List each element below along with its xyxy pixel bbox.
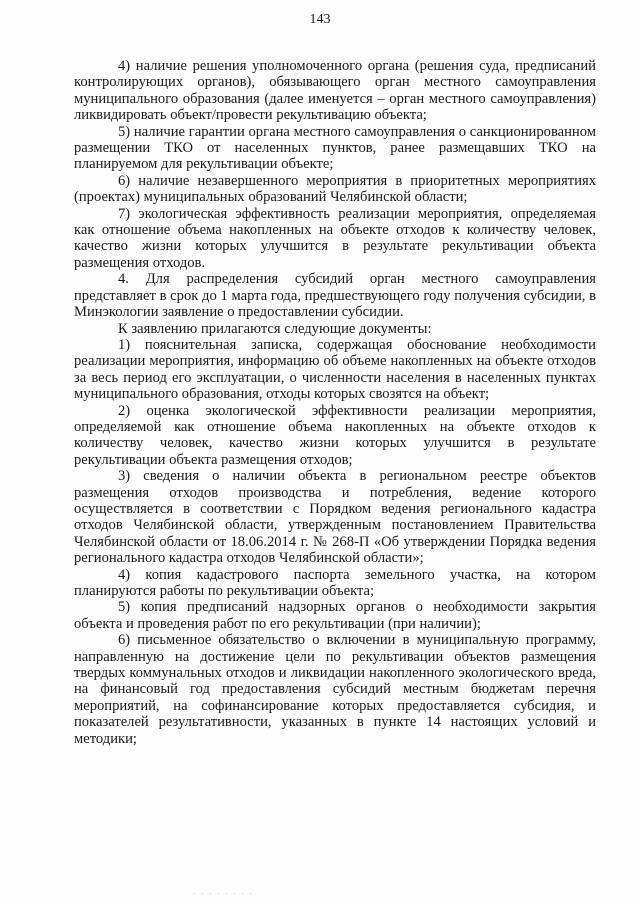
paragraph-doc-1-explanatory-note: 1) пояснительная записка, содержащая обоснование необходимости реализации мероприятия, информацию об объеме накопленных на объекте отходов за весь период его эксплуатации, о численности населения в населенных пунктах муниципального образования, отходы которых свозятся на объект; <box>74 336 596 403</box>
paragraph-doc-4-cadastral-passport: 4) копия кадастрового паспорта земельного участка, на котором планируются работы по рекультивации объекта; <box>74 566 596 599</box>
paragraph-doc-3-registry-info: 3) сведения о наличии объекта в региональном реестре объектов размещения отходов производства и потребления, ведение которого осуществляется в соответствии с Порядком ведения регионального кадастра отходов Челябинской области, утвержденным постановлением Правительства Челябинской области от 18.06.2014 г. № 268-П «Об утверждении Порядка ведения регионального кадастра отходов Челябинской области»; <box>74 468 596 567</box>
paragraph-item-7-ecological-efficiency: 7) экологическая эффективность реализации мероприятия, определяемая как отношение объема накопленных на объекте отходов к количеству человек, качество жизни которых улучшится в результате рекультивации объекта размещения отходов. <box>74 205 596 271</box>
paragraph-item-5-guarantee: 5) наличие гарантии органа местного самоуправления о санкционированном размещении ТКО от населенных пунктов, ранее размещавших ТКО на планируемом для рекультивации объекте; <box>74 123 596 173</box>
footer-mark: · · · · · · · · <box>193 890 254 898</box>
document-body <box>74 58 596 747</box>
paragraph-attachments-intro: К заявлению прилагаются следующие документы: <box>118 320 432 337</box>
page-number: 143 <box>309 12 331 27</box>
paragraph-doc-5-supervisory-orders: 5) копия предписаний надзорных органов о необходимости закрытия объекта и проведения работ по его рекультивации (при наличии); <box>74 599 596 632</box>
paragraph-item-4-court-decision: 4) наличие решения уполномоченного органа (решения суда, предписаний контролирующих органов), обязывающего орган местного самоуправления муниципального образования (далее именуется – орган местного самоуправления) ликвидировать объект/провести рекультивацию объекта; <box>74 58 596 124</box>
paragraph-section-4: 4. Для распределения субсидий орган местного самоуправления представляет в срок до 1 марта года, предшествующего году получения субсидии, в Минэкологии заявление о предоставлении субсидии. <box>74 271 596 321</box>
paragraph-doc-6-written-obligation: 6) письменное обязательство о включении в муниципальную программу, направленную на достижение цели по рекультивации объектов размещения твердых коммунальных отходов и ликвидации накопленного экологического вреда, на финансовый год предоставления субсидий местным бюджетам перечня мероприятий, на софинансирование которых предоставляется субсидия, и показателей результативности, указанных в пункте 14 настоящих условий и методики; <box>74 632 596 747</box>
paragraph-item-6-unfinished-measure: 6) наличие незавершенного мероприятия в приоритетных мероприятиях (проектах) муниципальных образований Челябинской области; <box>74 172 596 206</box>
paragraph-doc-2-efficiency-assessment: 2) оценка экологической эффективности реализации мероприятия, определяемой как отношение объема накопленных на объекте отходов к количеству человек, качество жизни которых улучшится в результате рекультивации объекта размещения отходов; <box>74 402 596 468</box>
